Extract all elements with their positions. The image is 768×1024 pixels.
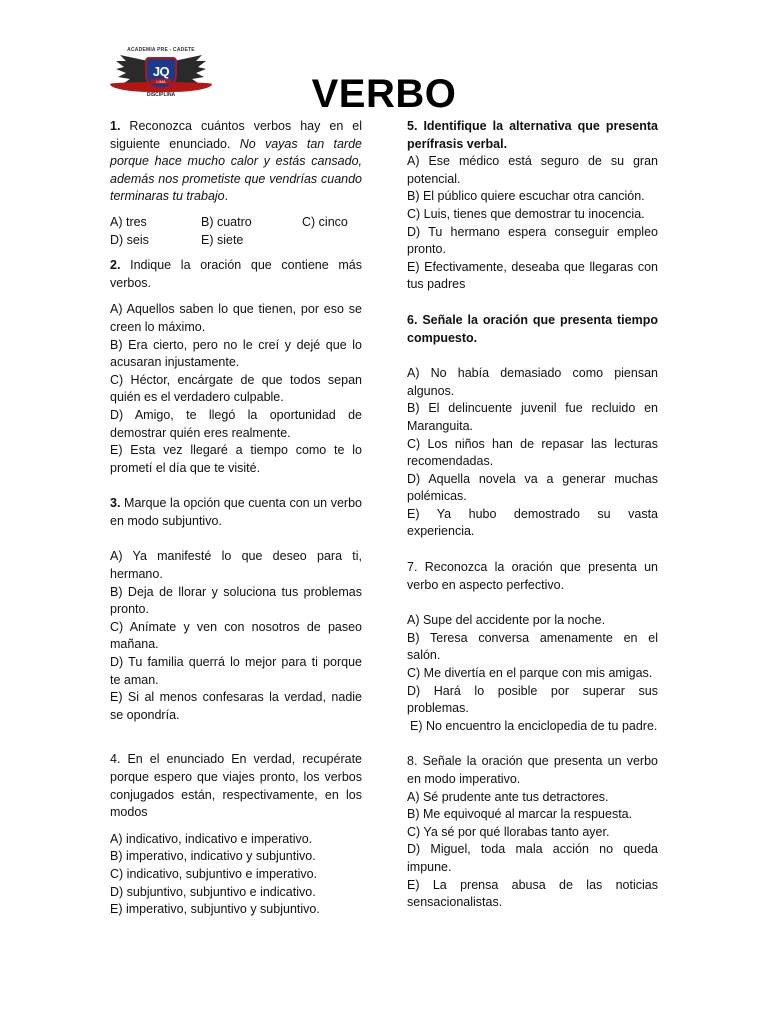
option-a[interactable]: A) Sé prudente ante tus detractores.: [407, 789, 609, 804]
question-1-options: [110, 214, 362, 249]
option-d[interactable]: D) Aquella novela va a generar muchas polémicas.: [407, 471, 658, 504]
question-1-number: 1.: [110, 119, 121, 133]
option-c[interactable]: C) Me divertía en el parque con mis amigas.: [407, 666, 653, 681]
question-5-options: [407, 153, 658, 294]
option-e[interactable]: E) No encuentro la enciclopedia de tu padre.: [410, 718, 658, 733]
option-c[interactable]: C) Héctor, encárgate de que todos sepan quién es el verdadero culpable.: [110, 372, 362, 405]
logo-sub-text: LIMA: [151, 79, 171, 84]
option-c[interactable]: C) Luis, tienes que demostrar tu inocencia.: [407, 206, 645, 221]
option-c[interactable]: C) Ya sé por qué llorabas tanto ayer.: [407, 824, 610, 839]
logo-bottom-text: DISCIPLINA: [146, 92, 176, 98]
question-1-intro: Reconozca cuántos verbos hay en el siguiente enunciado.: [110, 119, 362, 151]
question-3: [110, 495, 362, 724]
question-5: [407, 118, 658, 294]
question-5-text: 5. Identifique la alternativa que presenta perífrasis verbal.: [407, 119, 658, 151]
question-2-text: [110, 257, 362, 292]
option-e[interactable]: E) Esta vez llegaré a tiempo como te lo prometí el día que te visité.: [110, 443, 362, 475]
question-4-text: 4. En el enunciado En verdad, recupérate porque espero que viajes pronto, los verbos conjugados están, respectivamente, en los modos: [110, 752, 362, 820]
question-1-text: [110, 118, 362, 206]
right-column: [407, 118, 658, 912]
option-a[interactable]: A) Aquellos saben lo que tienen, por eso se creen lo máximo.: [110, 302, 362, 334]
question-3-options: [110, 548, 362, 724]
question-1: [110, 118, 362, 249]
question-7-options: [407, 612, 658, 735]
question-8: [407, 753, 658, 911]
page-title: VERBO: [311, 72, 457, 116]
option-d[interactable]: D) Tu hermano espera conseguir empleo pronto.: [407, 224, 658, 257]
question-2-number: 2.: [110, 258, 121, 273]
option-c[interactable]: C) Los niños han de repasar las lecturas recomendadas.: [407, 436, 658, 469]
option-b[interactable]: B) Deja de llorar y soluciona tus problemas pronto.: [110, 584, 362, 617]
question-6-text: 6. Señale la oración que presenta tiempo compuesto.: [407, 312, 658, 345]
option-d[interactable]: D) Tu familia querrá lo mejor para ti porque te aman.: [110, 655, 362, 687]
question-7-text: 7. Reconozca la oración que presenta un verbo en aspecto perfectivo.: [407, 560, 658, 592]
logo-monogram: JQ: [152, 64, 170, 79]
option-d[interactable]: D) Miguel, toda mala acción no queda impune.: [407, 842, 658, 874]
option-b[interactable]: B) Era cierto, pero no le creí y dejé que lo acusaran injustamente.: [110, 337, 362, 370]
option-a[interactable]: A) Ya manifesté lo que deseo para ti, hermano.: [110, 549, 362, 582]
question-8-options: [407, 789, 658, 912]
question-7: [407, 559, 658, 735]
question-3-number: 3.: [110, 496, 121, 511]
option-c[interactable]: C) cinco: [302, 214, 348, 229]
question-1-end: .: [224, 189, 229, 204]
question-1-quote: No vayas tan tarde porque hace mucho calor y estás cansado, además nos prometiste que vendrías cuando terminaras tu trabajo: [110, 136, 362, 204]
option-e[interactable]: E) Ya hubo demostrado su vasta experiencia.: [407, 506, 658, 539]
question-3-text: [110, 495, 362, 530]
question-6-options: [407, 365, 658, 541]
option-a[interactable]: A) Ese médico está seguro de su gran potencial.: [407, 154, 658, 186]
option-b[interactable]: B) El delincuente juvenil fue recluido en Maranguita.: [407, 401, 658, 433]
option-e[interactable]: E) imperativo, subjuntivo y subjuntivo.: [110, 902, 320, 917]
logo-top-text: ACADEMIA PRE - CADETE: [127, 47, 195, 53]
option-c[interactable]: C) Anímate y ven con nosotros de paseo mañana.: [110, 619, 362, 652]
option-b[interactable]: B) Me equivoqué al marcar la respuesta.: [407, 807, 633, 822]
left-column: [110, 118, 362, 919]
option-b[interactable]: B) cuatro: [201, 214, 252, 229]
question-2: [110, 257, 362, 477]
option-a[interactable]: A) No había demasiado como piensan algunos.: [407, 366, 658, 398]
option-e[interactable]: E) La prensa abusa de las noticias sensacionalistas.: [407, 877, 658, 910]
question-8-text: 8. Señale la oración que presenta un verbo en modo imperativo.: [407, 754, 658, 786]
question-6: [407, 312, 658, 541]
option-b[interactable]: B) Teresa conversa amenamente en el salón.: [407, 630, 658, 663]
question-4-options: [110, 831, 362, 919]
option-c[interactable]: C) indicativo, subjuntivo e imperativo.: [110, 866, 318, 881]
option-a[interactable]: A) Supe del accidente por la noche.: [407, 613, 606, 628]
option-a[interactable]: A) indicativo, indicativo e imperativo.: [110, 831, 313, 846]
option-b[interactable]: B) El público quiere escuchar otra canción.: [407, 189, 645, 204]
question-3-prompt: Marque la opción que cuenta con un verbo en modo subjuntivo.: [110, 496, 362, 528]
option-b[interactable]: B) imperativo, indicativo y subjuntivo.: [110, 849, 316, 864]
option-e[interactable]: E) siete: [201, 232, 244, 247]
option-e[interactable]: E) Si al menos confesaras la verdad, nadie se opondría.: [110, 690, 362, 722]
option-d[interactable]: D) subjuntivo, subjuntivo e indicativo.: [110, 884, 316, 899]
option-e[interactable]: E) Efectivamente, deseaba que llegaras con tus padres: [407, 259, 658, 292]
question-2-prompt: Indique la oración que contiene más verbos.: [110, 258, 362, 290]
question-4: [110, 751, 362, 918]
option-d[interactable]: D) seis: [110, 232, 149, 247]
option-a[interactable]: A) tres: [110, 214, 147, 229]
question-2-options: [110, 301, 362, 477]
option-d[interactable]: D) Amigo, te llegó la oportunidad de demostrar quién eres realmente.: [110, 407, 362, 440]
option-d[interactable]: D) Hará lo posible por superar sus problemas.: [407, 683, 658, 716]
